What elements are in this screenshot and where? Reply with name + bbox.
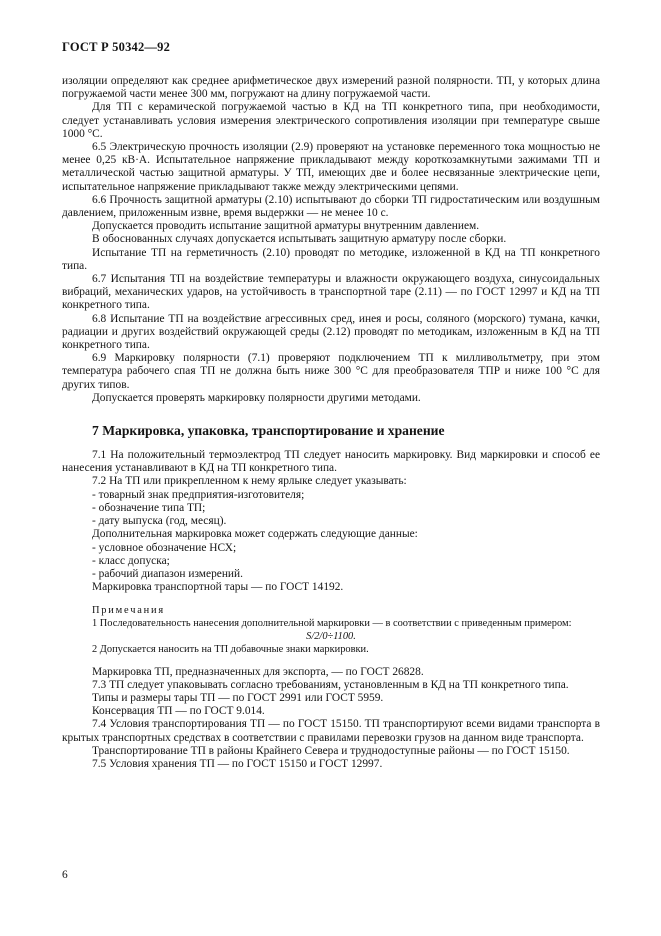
paragraph: Испытание ТП на герметичность (2.10) проводят по методике, изложенной в КД на ТП конкретного типа. [62, 246, 600, 272]
paragraph: Дополнительная маркировка может содержать следующие данные: [92, 528, 418, 541]
list-item: - условное обозначение НСХ; [92, 541, 237, 554]
paragraph: Типы и размеры тары ТП — по ГОСТ 2991 или ГОСТ 5959. [92, 691, 384, 704]
paragraph-7-4: 7.4 Условия транспортирования ТП — по ГОСТ 15150. ТП транспортируют всеми видами транспорта в крытых транспортных средствах в соответствии с правилами перевозки грузов на данном виде транспорта. [62, 718, 600, 744]
marking-formula: S/2/0÷1100. [306, 630, 356, 642]
paragraph: изоляции определяют как среднее арифметическое двух измерений разной полярности. ТП, у которых длина погружаемой части менее 300 мм, погружают на длину погружаемой части. [62, 75, 600, 101]
page-number: 6 [62, 869, 68, 881]
list-item: - класс допуска; [92, 554, 170, 567]
paragraph: В обоснованных случаях допускается испытывать защитную арматуру после сборки. [92, 233, 507, 246]
list-item: - дату выпуска (год, месяц). [92, 515, 227, 528]
paragraph-6-8: 6.8 Испытание ТП на воздействие агрессивных сред, инея и росы, соляного (морского) тумана, качки, радиации и других воздействий окружающей среды (2.12) проводят по методикам, изложенным в КД на ТП конкретного типа. [62, 312, 600, 352]
note-2: 2 Допускается наносить на ТП добавочные знаки маркировки. [92, 643, 369, 655]
paragraph: Маркировка транспортной тары — по ГОСТ 14192. [92, 581, 344, 594]
document-body [62, 75, 600, 771]
notes-title: Примечания [92, 605, 165, 617]
paragraph-7-2: 7.2 На ТП или прикрепленном к нему ярлыке следует указывать: [92, 475, 407, 488]
paragraph: Маркировка ТП, предназначенных для экспорта, — по ГОСТ 26828. [92, 665, 424, 678]
paragraph: Допускается проводить испытание защитной арматуры внутренним давлением. [92, 220, 480, 233]
paragraph: Транспортирование ТП в районы Крайнего Севера и труднодоступные районы — по ГОСТ 15150. [92, 744, 570, 757]
paragraph-7-5: 7.5 Условия хранения ТП — по ГОСТ 15150 и ГОСТ 12997. [92, 757, 383, 770]
paragraph: Для ТП с керамической погружаемой частью в КД на ТП конкретного типа, при необходимости, следует устанавливать условия измерения электрического сопротивления изоляции при температуре свыше 1000 °С. [62, 101, 600, 140]
section-7-heading: 7 Маркировка, упаковка, транспортирование и хранение [92, 423, 445, 439]
list-item: - товарный знак предприятия-изготовителя; [92, 488, 305, 501]
note-1: 1 Последовательность нанесения дополнительной маркировки — в соответствии с приведенным примером: [92, 617, 572, 629]
list-item: - рабочий диапазон измерений. [92, 567, 243, 580]
paragraph: Консервация ТП — по ГОСТ 9.014. [92, 705, 265, 718]
paragraph-7-3: 7.3 ТП следует упаковывать согласно требованиям, установленным в КД на ТП конкретного типа. [92, 678, 569, 691]
paragraph-6-5: 6.5 Электрическую прочность изоляции (2.9) проверяют на установке переменного тока мощностью не менее 0,25 кВ·А. Испытательное напряжение прикладывают между короткозамкнутыми зажимами ТП и металлической частью защитной арматуры. У ТП, имеющих две и более несвязанные электрические цепи, испытательное напряжение прикладывают также между электрическими цепями. [62, 141, 600, 193]
paragraph-6-7: 6.7 Испытания ТП на воздействие температуры и влажности окружающего воздуха, синусоидальных вибраций, механических ударов, на устойчивость в транспортной таре (2.11) — по ГОСТ 12997 и КД на ТП конкретного типа. [62, 273, 600, 312]
paragraph-7-1: 7.1 На положительный термоэлектрод ТП следует наносить маркировку. Вид маркировки и способ ее нанесения устанавливают в КД на ТП конкретного типа. [62, 449, 600, 475]
paragraph: Допускается проверять маркировку полярности другими методами. [92, 391, 421, 404]
paragraph-6-9: 6.9 Маркировку полярности (7.1) проверяют подключением ТП к милливольтметру, при этом температура рабочего спая ТП не должна быть ниже 300 °С для преобразователя ТПР и ниже 100 °С для других типов. [62, 352, 600, 391]
list-item: - обозначение типа ТП; [92, 501, 206, 514]
document-header: ГОСТ Р 50342—92 [62, 40, 171, 54]
paragraph-6-6: 6.6 Прочность защитной арматуры (2.10) испытывают до сборки ТП гидростатическим или воздушным давлением, приложенным извне, время выдержки — не менее 10 с. [62, 193, 600, 220]
